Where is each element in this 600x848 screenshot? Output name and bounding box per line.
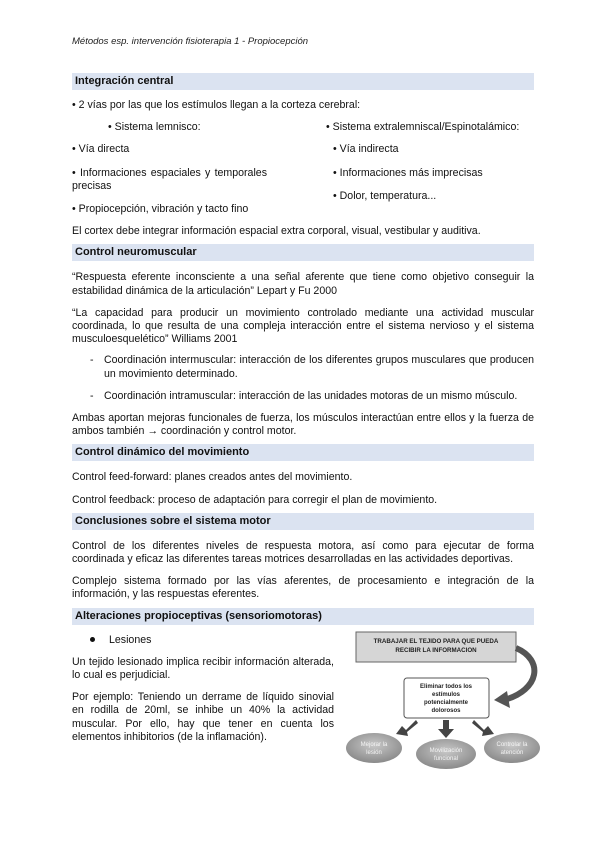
diagram-top-text: RECIBIR LA INFORMACION [395,646,477,654]
list-item-text: Coordinación intermuscular: interacción de los diferentes grupos musculares que producen un movimiento determinado. [104,354,534,380]
vias-columns [72,143,534,216]
running-header: Métodos esp. intervención fisioterapia 1 - Propiocepción [72,36,309,47]
neuromuscular-closing: Ambas aportan mejoras funcionales de fuerza, los músculos interactúan entre ellos y la fuerza de ambos también → coordinación y control motor. [72,412,534,438]
lesiones-bullet: Lesiones [72,634,334,647]
extralemniscal-item: • Dolor, temperatura... [333,189,437,202]
arrow-down-icon [438,720,454,738]
diagram-center-text: estímulos [431,691,461,698]
integracion-intro: • 2 vías por las que los estímulos llegan a la corteza cerebral: [72,99,361,111]
conclusiones-p1: Control de los diferentes niveles de respuesta motora, así como para ejecutar de forma coordinada y eficaz las diferentes tareas motrices desarrolladas en las actividades deportivas. [72,539,534,566]
diagram-center-text: Eliminar todos los [419,683,473,690]
feedback-text: Control feedback: proceso de adaptación para corregir el plan de movimiento. [72,493,438,506]
diagram-mid-text: funcional [433,755,459,762]
section-heading-alteraciones: Alteraciones propioceptivas (sensoriomotoras) [72,608,534,625]
list-item [90,354,534,380]
section-heading-integracion: Integración central [72,73,534,90]
diagram-mid-ellipse [416,739,476,769]
diagram-mid-text: Movilización [429,747,463,754]
neuromuscular-quote-2: “La capacidad para producir un movimiento controlado mediante una actividad muscular coordinada, lo que resulta de una compleja interacción entre el sistema nervioso y el sistema musculoesquelético” Williams 2001 [72,306,534,346]
lemnisco-item: • Informaciones espaciales y temporales precisas [72,166,267,192]
lemnisco-item: • Propiocepción, vibración y tacto fino [72,203,249,216]
alteraciones-p2: Por ejemplo: Teniendo un derrame de líquido sinovial en rodilla de 20ml, se inhibe un 40% la actividad muscular. Por ello, hay que tener en cuenta los elementos inhibitorios (de la inflamación). [72,691,334,743]
bullet-dot-icon [90,637,95,642]
coordination-list [72,354,534,403]
diagram-right-text: Controlar la [496,741,528,748]
arrow-down-right-icon [472,720,494,736]
diagram-left-text: lesión [366,749,382,756]
extralemniscal-title: • Sistema extralemniscal/Espinotalámico: [326,121,520,134]
section-heading-conclusiones: Conclusiones sobre el sistema motor [72,513,534,530]
extralemniscal-item: • Informaciones más imprecisas [333,166,483,179]
diagram-right-text: atención [500,749,524,756]
list-item-text: Coordinación intramuscular: interacción de las unidades motoras de un mismo músculo. [104,389,518,402]
diagram-top-text: TRABAJAR EL TEJIDO PARA QUE PUEDA [373,637,499,645]
section-heading-neuromuscular: Control neuromuscular [72,244,534,261]
neuromuscular-quote-1: “Respuesta eferente inconsciente a una señal aferente que tiene como objetivo conseguir la estabilidad dinámica de la articulación” Lepart y Fu 2000 [72,271,534,297]
extralemniscal-item: • Vía indirecta [333,143,399,156]
section-heading-dinamico: Control dinámico del movimiento [72,444,534,461]
list-item [90,389,534,403]
diagram-left-text: Mejorar la [360,741,388,748]
diagram-left-ellipse [346,733,402,763]
alteraciones-p1: Un tejido lesionado implica recibir información alterada, lo cual es perjudicial. [72,655,334,682]
lemnisco-item: • Vía directa [72,143,130,156]
diagram-center-text: potencialmente [423,699,469,706]
document-body [72,66,534,762]
propiocepcion-diagram [334,634,534,762]
dash-marker: - [90,354,94,367]
diagram-right-ellipse [484,733,540,763]
feed-forward-text: Control feed-forward: planes creados antes del movimiento. [72,471,353,484]
lemnisco-title: • Sistema lemnisco: [108,121,201,134]
arrow-head-icon [494,691,510,708]
conclusiones-p2: Complejo sistema formado por las vías aferentes, de procesamiento e integración de la información, y las respuestas eferentes. [72,575,534,601]
arrow-down-left-icon [396,720,418,736]
integracion-closing: El cortex debe integrar información espacial extra corporal, visual, vestibular y auditiva. [72,225,481,238]
dash-marker: - [90,389,94,402]
diagram-center-text: dolorosos [431,707,461,714]
